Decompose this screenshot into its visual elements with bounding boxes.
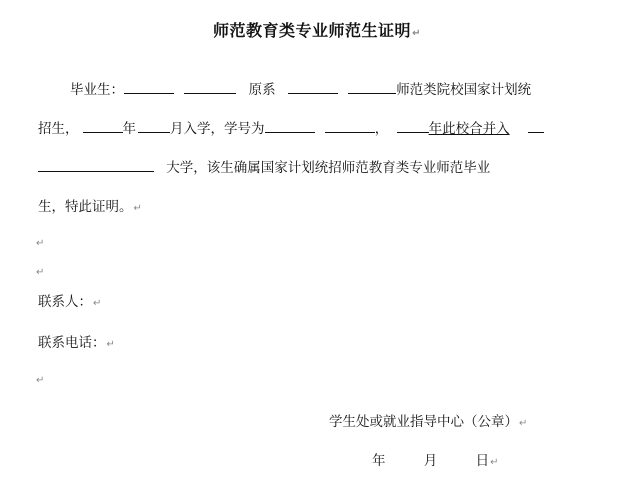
date-year-label: 年 [372,453,386,469]
year-blank [83,118,123,133]
original-dept-label: 原系 [248,82,276,98]
student-id-blank-2 [325,118,375,133]
body-line-3 [38,157,490,178]
merge-school-blank-1 [528,118,544,133]
enroll-label: 招生， [38,121,79,137]
contact-person-label: 联系人： [38,294,92,310]
dept-blank-1 [288,79,338,94]
paragraph-mark-icon: ↵ [36,267,45,278]
graduate-label: 毕业生： [70,82,124,98]
month-enroll-label: 月入学，学号为 [170,121,265,137]
year-label: 年 [122,121,136,137]
normal-school-text: 师范类院校国家计划统 [396,82,532,98]
paragraph-mark-icon: ↵ [36,238,45,249]
paragraph-mark-icon: ↵ [106,339,115,350]
paragraph-mark-icon: ↵ [519,418,528,429]
body-line-1 [70,79,531,100]
comma: ， [374,121,389,137]
name-blank-2 [184,79,236,94]
issuer-line [329,410,527,430]
paragraph-mark-icon: ↵ [412,28,421,39]
certify-text: 生，特此证明。 [38,199,133,215]
merge-school-blank-2 [38,157,154,172]
name-blank-1 [124,79,174,94]
body-line-4 [38,197,142,219]
date-line [372,449,498,469]
issuer-text: 学生处或就业指导中心（公章） [329,414,518,430]
title-text: 师范教育类专业师范生证明 [213,21,412,40]
paragraph-mark-icon: ↵ [93,298,102,309]
paragraph-mark-icon: ↵ [490,457,499,468]
student-id-blank-1 [265,118,315,133]
merge-text: 年此校合并入 [428,121,510,137]
contact-phone-label: 联系电话： [38,335,106,351]
merge-year-blank [397,118,429,133]
month-blank [138,118,170,133]
paragraph-mark-icon: ↵ [36,375,45,386]
date-day-label: 日 [475,453,490,469]
university-text: 大学，该生确属国家计划统招师范教育类专业师范毕业 [166,160,491,176]
dept-blank-2 [348,79,396,94]
contact-person-line [38,292,101,314]
contact-phone-line [38,333,115,355]
paragraph-mark-icon: ↵ [133,203,142,214]
document-title [0,18,634,41]
body-line-2 [38,118,544,139]
date-month-label: 月 [423,453,438,469]
